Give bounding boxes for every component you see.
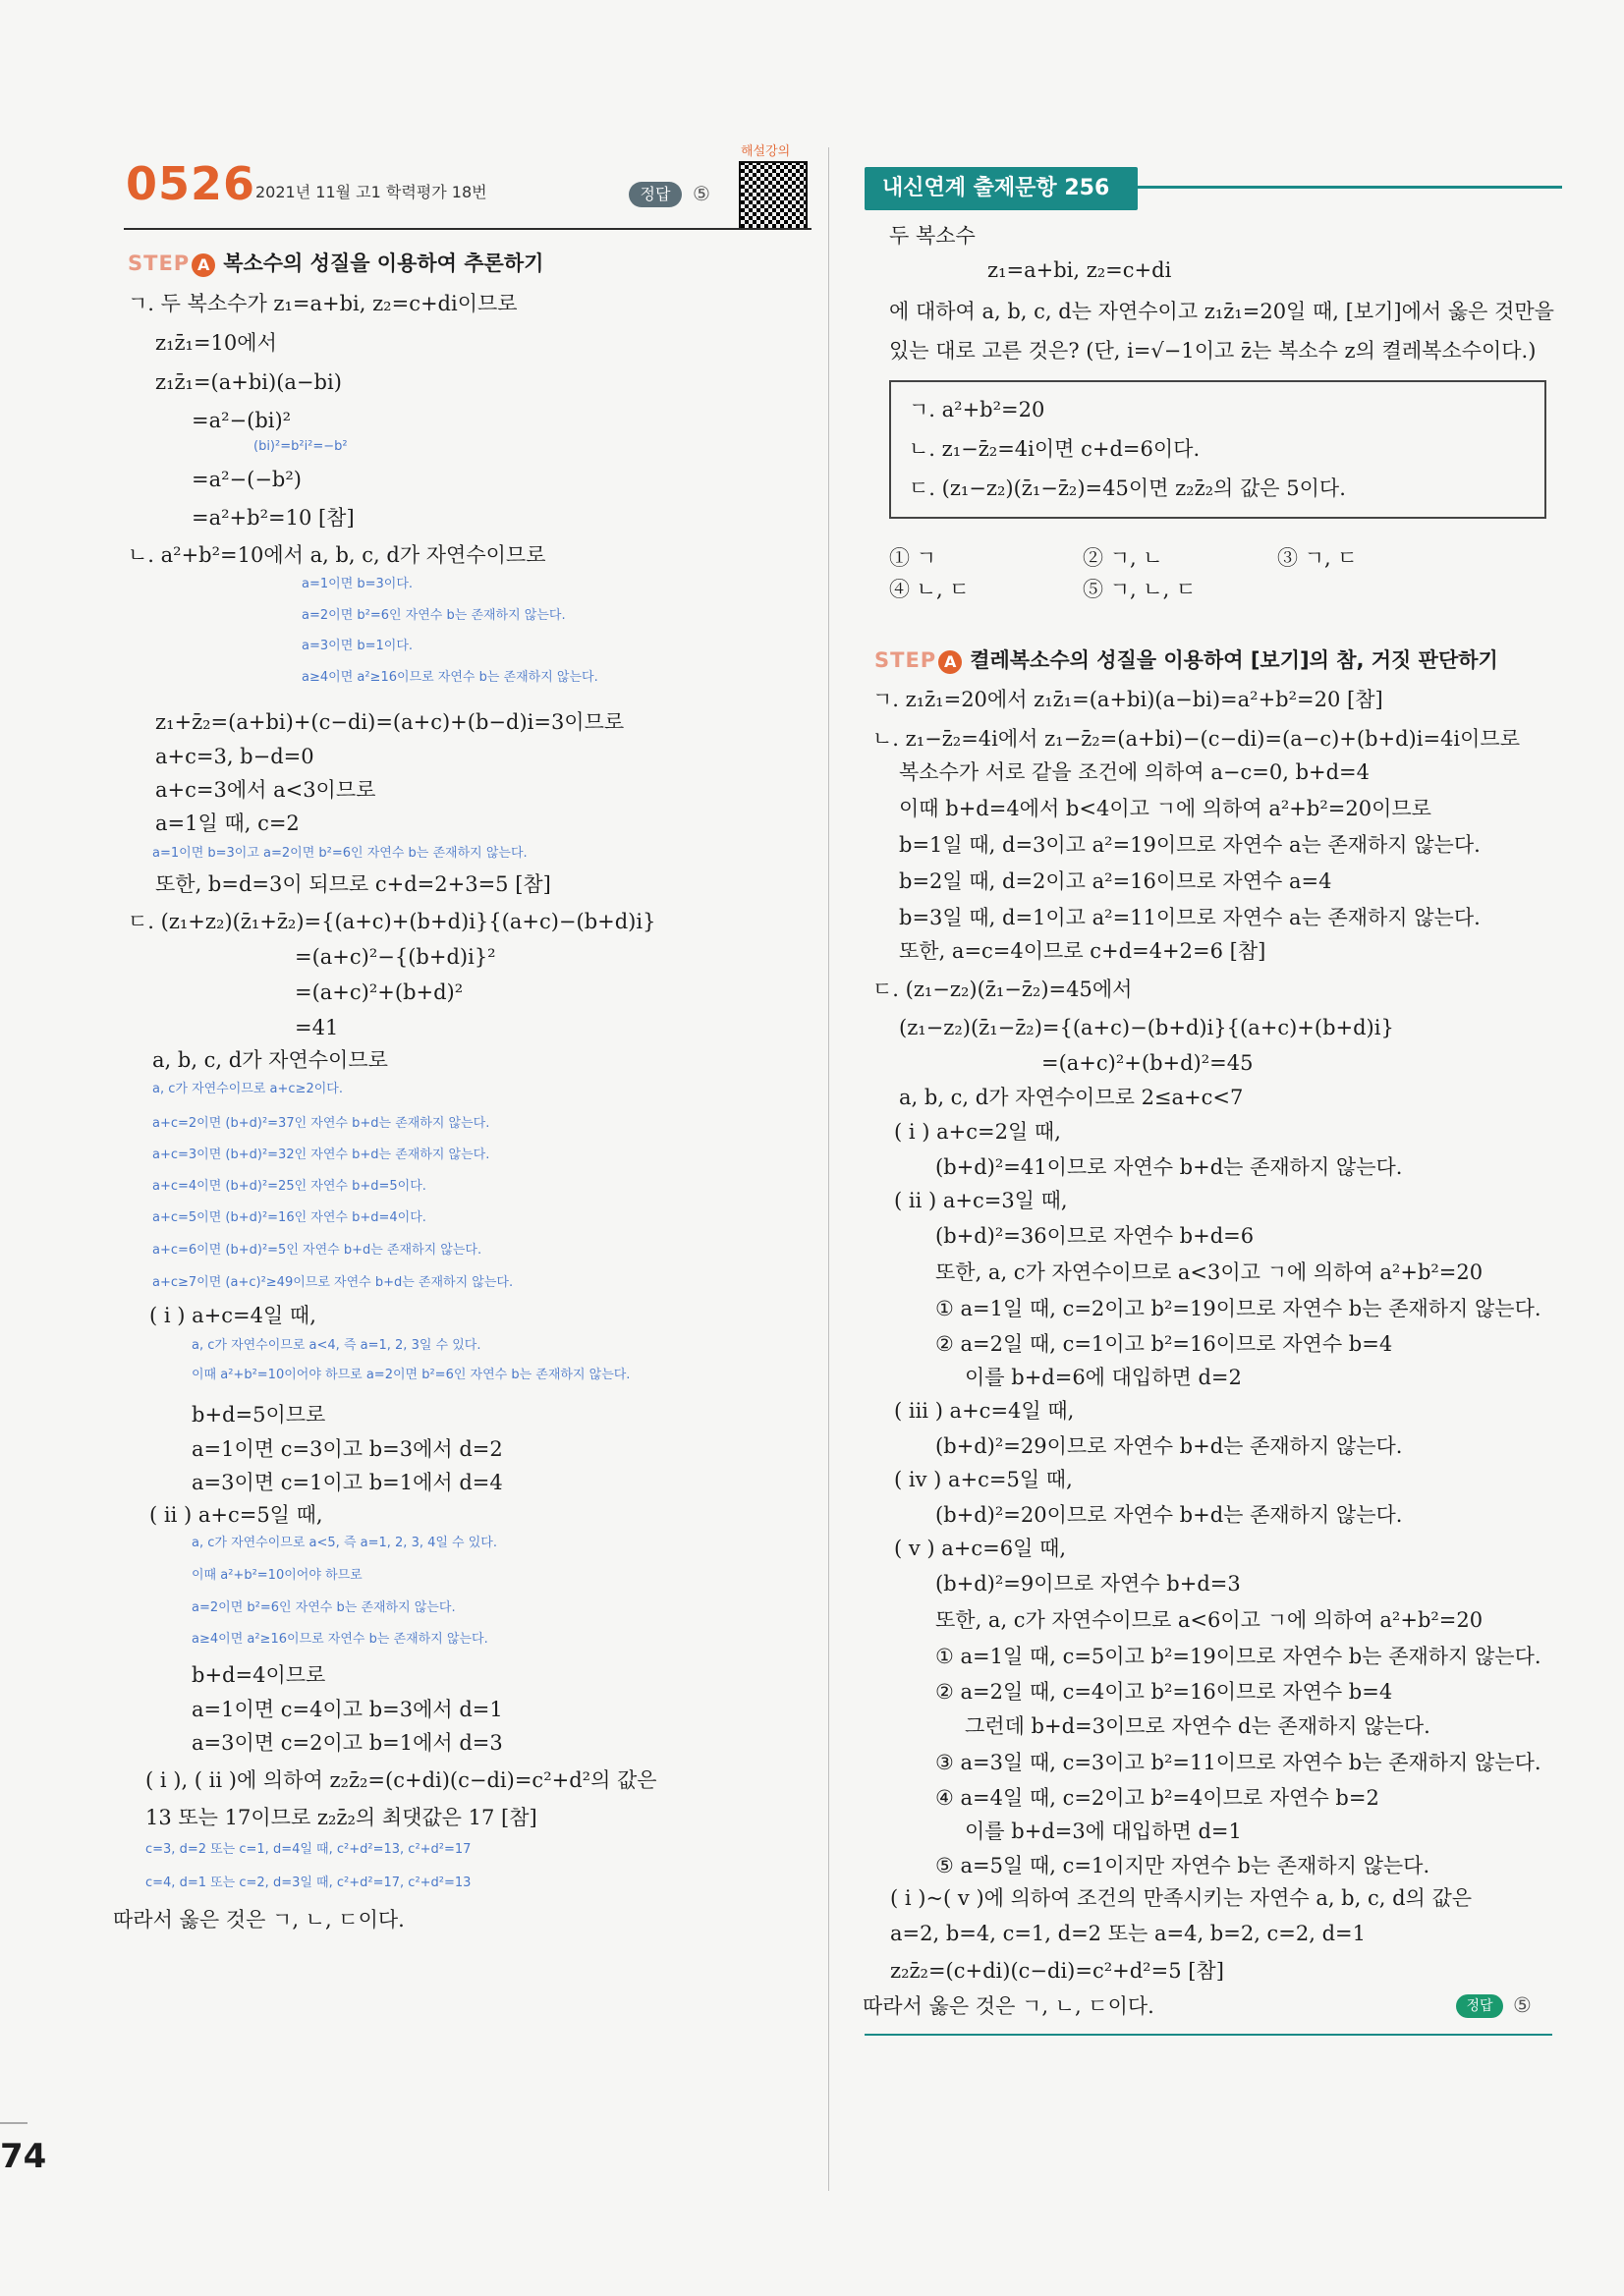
solution-line: ( iv ) a+c=5일 때, [894, 1468, 1073, 1491]
box-item: ㄴ. z₁−z̄₂=4i이면 c+d=6이다. [909, 437, 1201, 461]
side-note: a=1이면 b=3이다. [302, 577, 414, 591]
solution-line: a=1이면 c=4이고 b=3에서 d=1 [192, 1698, 503, 1721]
linked-problem-header: 내신연계 출제문항 256 [865, 167, 1138, 210]
problem-text: z₁=a+bi, z₂=c+di [987, 258, 1172, 282]
solution-line: z₁z̄₁=(a+bi)(a−bi) [155, 370, 342, 394]
solution-line: z₁+z̄₂=(a+bi)+(c−di)=(a+c)+(b−d)i=3이므로 [155, 710, 625, 734]
side-note: a+c=6이면 (b+d)²=5인 자연수 b+d는 존재하지 않는다. [152, 1243, 482, 1258]
solution-line: 그런데 b+d=3이므로 자연수 d는 존재하지 않는다. [965, 1714, 1430, 1738]
lecture-label: 해설강의 [741, 144, 791, 159]
solution-line: z₁z̄₁=10에서 [155, 331, 277, 355]
solution-line: ㄷ. (z₁−z₂)(z̄₁−z̄₂)=45에서 [872, 978, 1133, 1001]
choice: ② ㄱ, ㄴ [1083, 546, 1163, 570]
problem-text: 에 대하여 a, b, c, d는 자연수이고 z₁z̄₁=20일 때, [보기]에서 옳은 것만을 [889, 300, 1554, 323]
answer-badge-right: 정답 [1456, 1994, 1503, 2018]
solution-line: (b+d)²=41이므로 자연수 b+d는 존재하지 않는다. [935, 1155, 1403, 1179]
step-tag: STEP [874, 648, 937, 672]
solution-line: b=1일 때, d=3이고 a²=19이므로 자연수 a는 존재하지 않는다. [899, 833, 1481, 857]
solution-line: z₂z̄₂=(c+di)(c−di)=c²+d²=5 [참] [890, 1959, 1224, 1983]
problem-number: 0526 [126, 157, 256, 210]
solution-line: ㄷ. (z₁+z₂)(z̄₁+z̄₂)={(a+c)+(b+d)i}{(a+c)−(b+d)i} [128, 910, 656, 933]
solution-line: =(a+c)²+(b+d)²=45 [1041, 1051, 1254, 1075]
side-note: a=1이면 b=3이고 a=2이면 b²=6인 자연수 b는 존재하지 않는다. [152, 846, 528, 861]
box-item: ㄷ. (z₁−z₂)(z̄₁−z̄₂)=45이면 z₂z̄₂의 값은 5이다. [909, 476, 1346, 500]
step-heading-right [874, 644, 1498, 674]
solution-line: b+d=5이므로 [192, 1403, 326, 1427]
side-note: (bi)²=b²i²=−b² [253, 439, 348, 454]
end-rule [865, 2034, 1552, 2036]
side-note: a, c가 자연수이므로 a+c≥2이다. [152, 1082, 343, 1096]
solution-line: b=2일 때, d=2이고 a²=16이므로 자연수 a=4 [899, 869, 1332, 893]
column-divider [828, 147, 829, 2191]
solution-line: 복소수가 서로 같을 조건에 의하여 a−c=0, b+d=4 [899, 760, 1371, 784]
solution-line: ㄴ. a²+b²=10에서 a, b, c, d가 자연수이므로 [128, 543, 546, 567]
solution-line: a=1이면 c=3이고 b=3에서 d=2 [192, 1437, 503, 1461]
page-number: 74 [0, 2137, 47, 2176]
side-note: a=3이면 b=1이다. [302, 639, 414, 653]
solution-line: ( i ), ( ii )에 의하여 z₂z̄₂=(c+di)(c−di)=c²+d²의 값은 [145, 1768, 657, 1792]
solution-line: (z₁−z₂)(z̄₁−z̄₂)={(a+c)−(b+d)i}{(a+c)+(b+d)i} [899, 1016, 1394, 1039]
header-rule-right [1138, 186, 1562, 189]
solution-line: =a²−(−b²) [192, 468, 302, 491]
solution-line: ( i ) a+c=4일 때, [149, 1304, 316, 1327]
solution-line: a=3이면 c=1이고 b=1에서 d=4 [192, 1471, 503, 1494]
problem-text: 있는 대로 고른 것은? (단, i=√−1이고 z̄는 복소수 z의 켤레복소수이다.) [889, 339, 1537, 363]
solution-line: ⑤ a=5일 때, c=1이지만 자연수 b는 존재하지 않는다. [935, 1854, 1430, 1877]
solution-line: 이때 b+d=4에서 b<4이고 ㄱ에 의하여 a²+b²=20이므로 [899, 797, 1431, 820]
side-note: a, c가 자연수이므로 a<5, 즉 a=1, 2, 3, 4일 수 있다. [192, 1536, 497, 1550]
step-letter: A [938, 650, 962, 674]
step-title: 복소수의 성질을 이용하여 추론하기 [223, 252, 544, 275]
solution-line: ( iii ) a+c=4일 때, [894, 1399, 1075, 1423]
header-rule [124, 228, 812, 230]
solution-line: ( i ) a+c=2일 때, [894, 1120, 1061, 1144]
solution-line: =(a+c)²+(b+d)² [295, 980, 464, 1004]
side-note: a+c=5이면 (b+d)²=16인 자연수 b+d=4이다. [152, 1210, 426, 1225]
solution-line: =(a+c)²−{(b+d)i}² [295, 945, 496, 969]
solution-line: =a²+b²=10 [참] [192, 506, 355, 530]
side-note: c=3, d=2 또는 c=1, d=4일 때, c²+d²=13, c²+d²=17 [145, 1842, 472, 1857]
solution-line: ( ii ) a+c=5일 때, [149, 1503, 323, 1527]
solution-line: 또한, a, c가 자연수이므로 a<6이고 ㄱ에 의하여 a²+b²=20 [935, 1608, 1484, 1632]
side-note: c=4, d=1 또는 c=2, d=3일 때, c²+d²=17, c²+d²=13 [145, 1876, 472, 1890]
solution-line: ( v ) a+c=6일 때, [894, 1537, 1067, 1560]
side-note: a=2이면 b²=6인 자연수 b는 존재하지 않는다. [302, 608, 566, 623]
choice: ④ ㄴ, ㄷ [889, 578, 970, 601]
answer-value-right: ⑤ [1513, 1993, 1532, 2017]
solution-line: (b+d)²=36이므로 자연수 b+d=6 [935, 1224, 1255, 1248]
solution-line: =a²−(bi)² [192, 409, 292, 432]
solution-line: a=3이면 c=2이고 b=1에서 d=3 [192, 1731, 503, 1755]
problem-text: 두 복소수 [889, 224, 976, 248]
solution-line: 이를 b+d=6에 대입하면 d=2 [965, 1366, 1242, 1389]
solution-line: (b+d)²=29이므로 자연수 b+d는 존재하지 않는다. [935, 1434, 1403, 1458]
solution-line: (b+d)²=9이므로 자연수 b+d=3 [935, 1572, 1241, 1596]
solution-line: 또한, a, c가 자연수이므로 a<3이고 ㄱ에 의하여 a²+b²=20 [935, 1260, 1484, 1284]
side-note: 이때 a²+b²=10이어야 하므로 a=2이면 b²=6인 자연수 b는 존재하지 않는다. [192, 1368, 631, 1382]
solution-line: ( ii ) a+c=3일 때, [894, 1189, 1068, 1212]
solution-line: ㄴ. z₁−z̄₂=4i에서 z₁−z̄₂=(a+bi)−(c−di)=(a−c)+(b+d)i=4i이므로 [872, 727, 1520, 751]
page-number-bar [0, 2122, 28, 2124]
solution-line: a=2, b=4, c=1, d=2 또는 a=4, b=2, c=2, d=1 [890, 1922, 1367, 1945]
side-note: a+c=2이면 (b+d)²=37인 자연수 b+d는 존재하지 않는다. [152, 1116, 490, 1131]
answer-value: ⑤ [693, 182, 710, 205]
answer-badge: 정답 [629, 182, 682, 207]
solution-line: a=1일 때, c=2 [155, 812, 300, 835]
side-note: 이때 a²+b²=10이어야 하므로 [192, 1568, 363, 1583]
solution-line: ① a=1일 때, c=5이고 b²=19이므로 자연수 b는 존재하지 않는다. [935, 1645, 1541, 1668]
solution-line: 13 또는 17이므로 z₂z̄₂의 최댓값은 17 [참] [145, 1806, 537, 1829]
side-note: a=2이면 b²=6인 자연수 b는 존재하지 않는다. [192, 1600, 456, 1615]
solution-line: 이를 b+d=3에 대입하면 d=1 [965, 1820, 1242, 1843]
solution-line: a, b, c, d가 자연수이므로 [152, 1048, 388, 1072]
solution-line: ② a=2일 때, c=4이고 b²=16이므로 자연수 b=4 [935, 1680, 1393, 1704]
step-heading-left [128, 248, 543, 277]
side-note: a+c=4이면 (b+d)²=25인 자연수 b+d=5이다. [152, 1179, 426, 1194]
solution-line: b+d=4이므로 [192, 1663, 326, 1687]
choice: ① ㄱ [889, 546, 936, 570]
solution-line: ② a=2일 때, c=1이고 b²=16이므로 자연수 b=4 [935, 1332, 1393, 1356]
solution-line: 따라서 옳은 것은 ㄱ, ㄴ, ㄷ이다. [113, 1908, 405, 1932]
step-title: 켤레복소수의 성질을 이용하여 [보기]의 참, 거짓 판단하기 [970, 648, 1498, 672]
solution-line: ① a=1일 때, c=2이고 b²=19이므로 자연수 b는 존재하지 않는다. [935, 1297, 1541, 1320]
solution-line: ( i )~( v )에 의하여 조건의 만족시키는 자연수 a, b, c, d의 값은 [890, 1886, 1473, 1910]
side-note: a, c가 자연수이므로 a<4, 즉 a=1, 2, 3일 수 있다. [192, 1338, 481, 1353]
step-letter: A [192, 253, 215, 277]
side-note: a≥4이면 a²≥16이므로 자연수 b는 존재하지 않는다. [192, 1632, 488, 1647]
problem-source: 2021년 11월 고1 학력평가 18번 [255, 183, 487, 201]
choice: ⑤ ㄱ, ㄴ, ㄷ [1083, 578, 1197, 601]
solution-line: =41 [295, 1016, 339, 1039]
solution-line: a, b, c, d가 자연수이므로 2≤a+c<7 [899, 1086, 1244, 1109]
solution-line: a+c=3에서 a<3이므로 [155, 778, 376, 802]
solution-line: ㄱ. 두 복소수가 z₁=a+bi, z₂=c+di이므로 [128, 292, 518, 315]
side-note: a≥4이면 a²≥16이므로 자연수 b는 존재하지 않는다. [302, 670, 598, 685]
solution-line: (b+d)²=20이므로 자연수 b+d는 존재하지 않는다. [935, 1503, 1403, 1527]
solution-line: ③ a=3일 때, c=3이고 b²=11이므로 자연수 b는 존재하지 않는다. [935, 1751, 1541, 1774]
side-note: a+c≥7이면 (a+c)²≥49이므로 자연수 b+d는 존재하지 않는다. [152, 1275, 514, 1290]
choice: ③ ㄱ, ㄷ [1277, 546, 1358, 570]
solution-line: a+c=3, b−d=0 [155, 745, 314, 768]
solution-line: b=3일 때, d=1이고 a²=11이므로 자연수 a는 존재하지 않는다. [899, 906, 1481, 929]
solution-line: ㄱ. z₁z̄₁=20에서 z₁z̄₁=(a+bi)(a−bi)=a²+b²=20 [참] [872, 688, 1383, 711]
solution-line: 또한, a=c=4이므로 c+d=4+2=6 [참] [899, 939, 1266, 963]
qr-code-icon[interactable] [739, 161, 808, 230]
solution-line: 따라서 옳은 것은 ㄱ, ㄴ, ㄷ이다. [863, 1994, 1154, 2018]
box-item: ㄱ. a²+b²=20 [909, 398, 1045, 421]
step-tag: STEP [128, 252, 191, 275]
side-note: a+c=3이면 (b+d)²=32인 자연수 b+d는 존재하지 않는다. [152, 1148, 490, 1162]
solution-line: 또한, b=d=3이 되므로 c+d=2+3=5 [참] [155, 872, 551, 896]
solution-line: ④ a=4일 때, c=2이고 b²=4이므로 자연수 b=2 [935, 1786, 1379, 1810]
